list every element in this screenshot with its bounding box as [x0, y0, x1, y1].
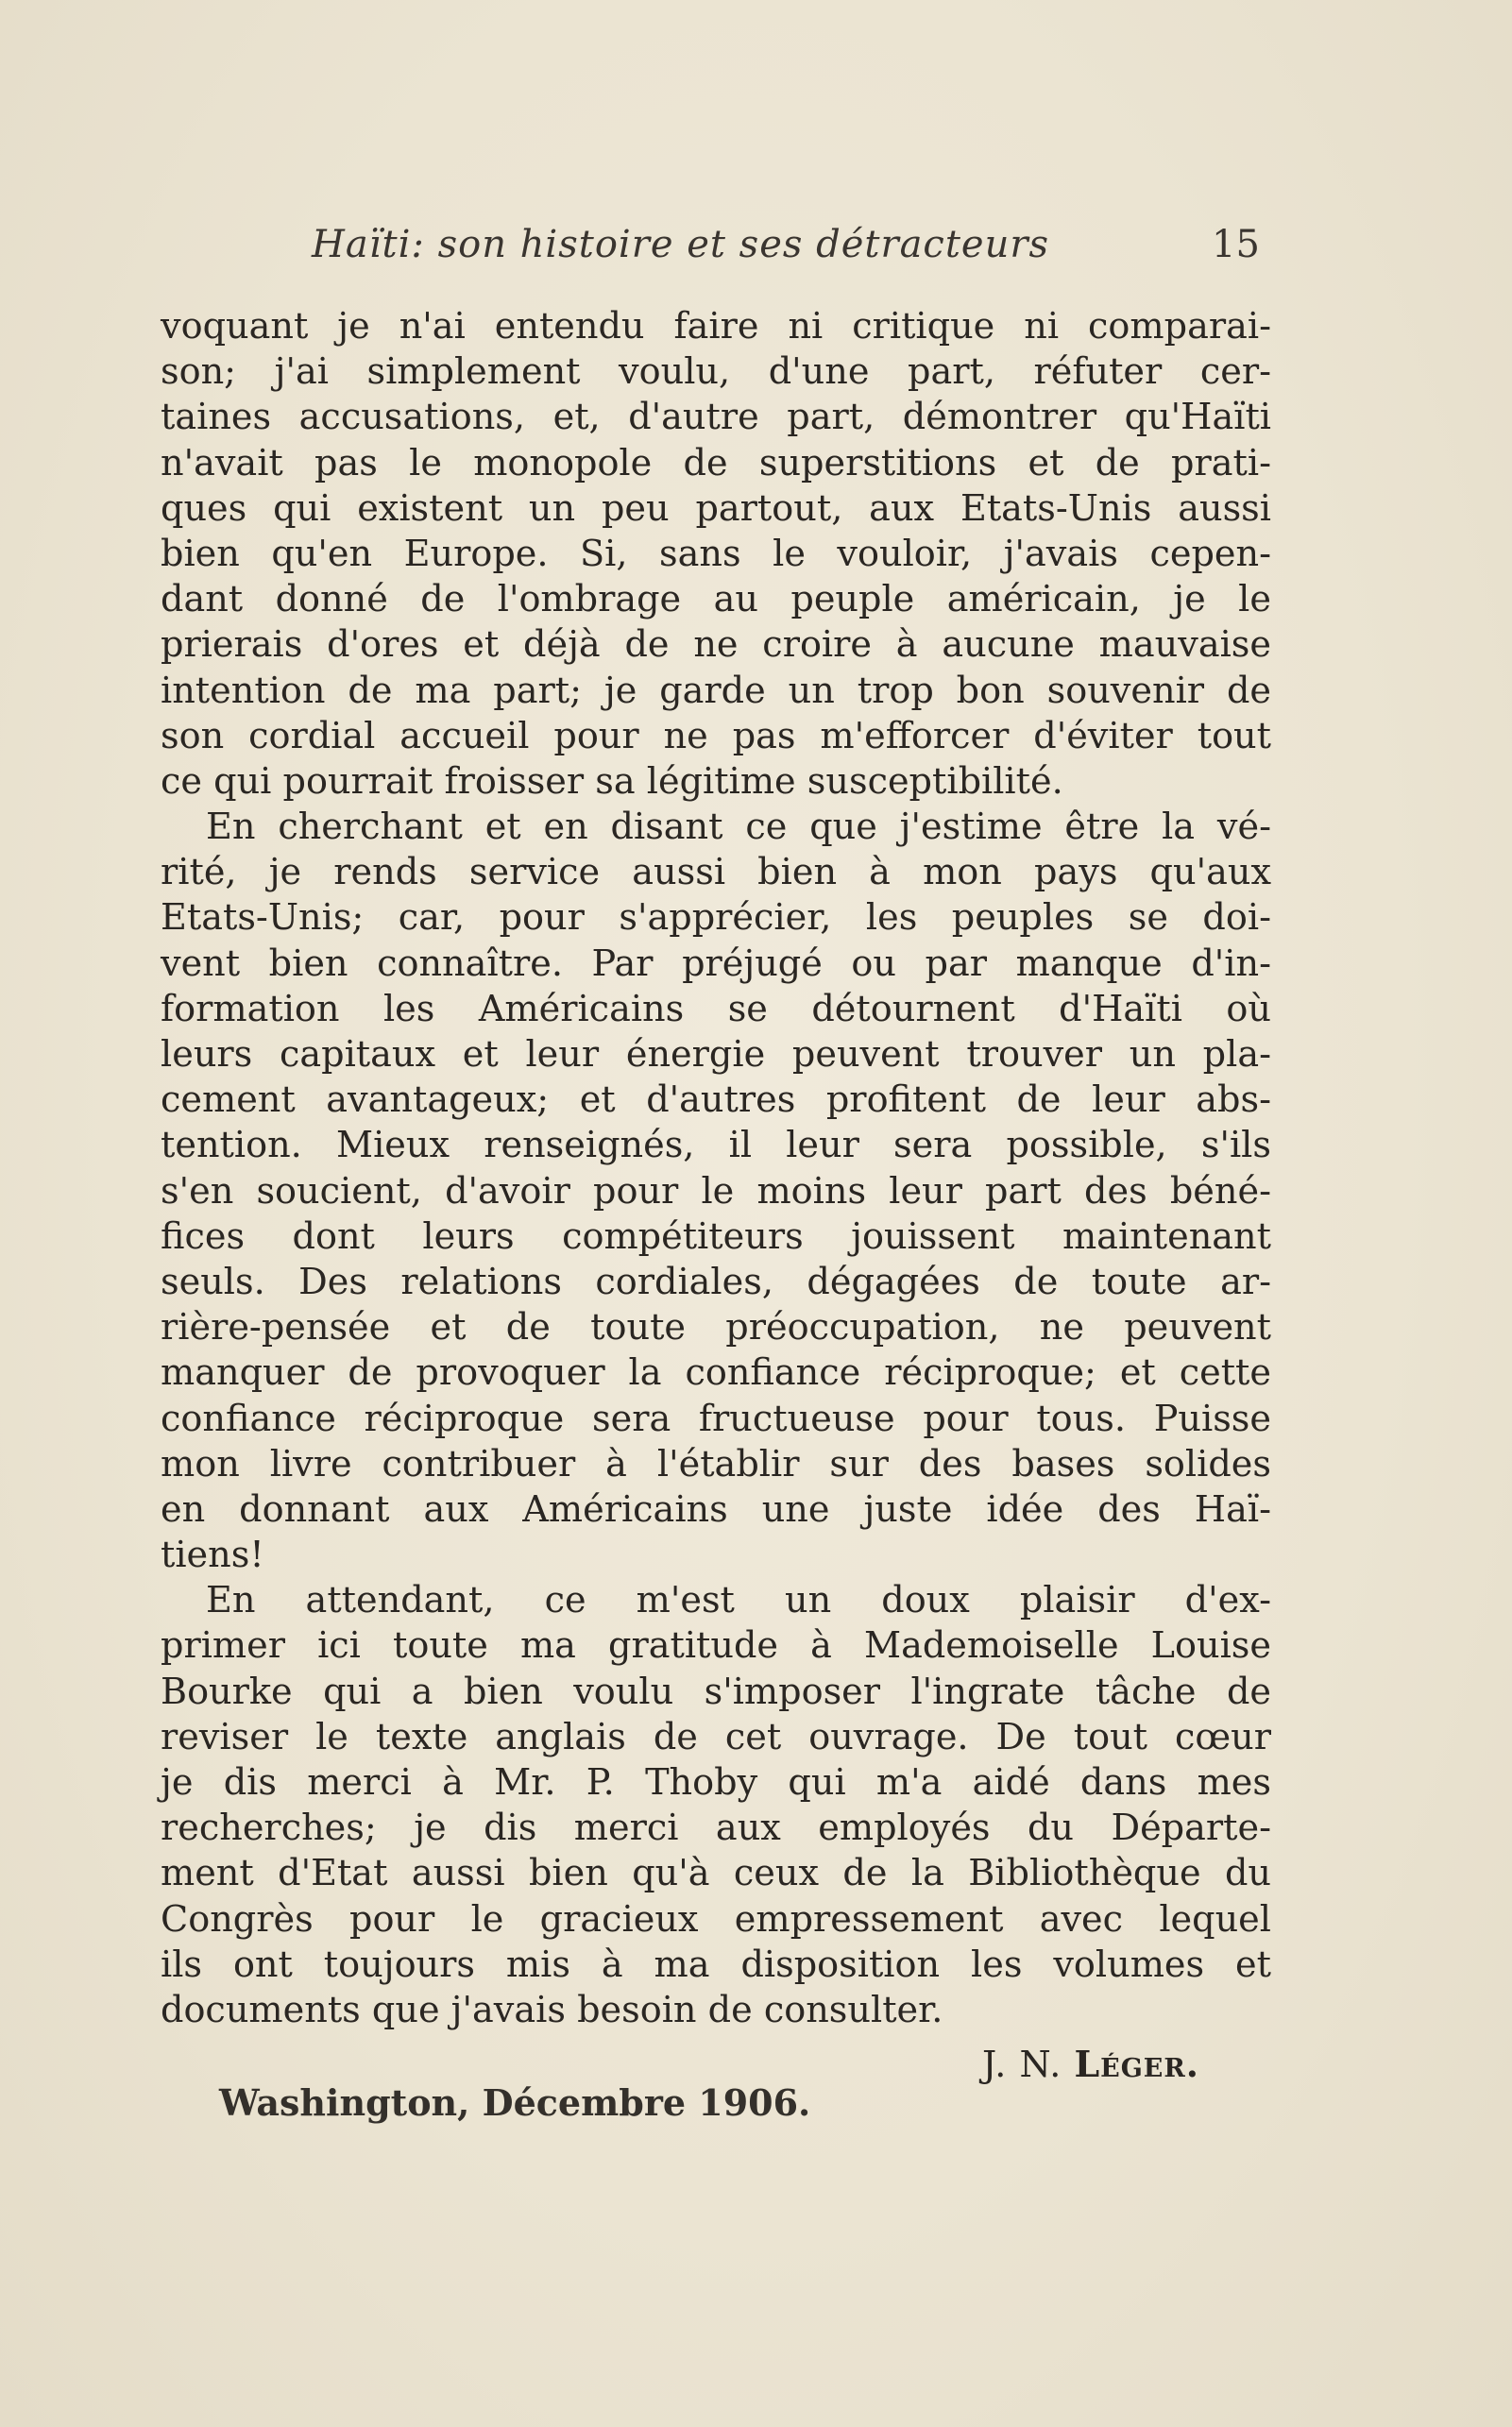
text-line: en donnant aux Américains une juste idée des Haï- — [161, 1488, 1271, 1531]
text-line: ce qui pourrait froisser sa légitime susceptibilité. — [161, 760, 1063, 803]
text-line: mon livre contribuer à l'établir sur des bases solides — [161, 1443, 1271, 1485]
text-line: primer ici toute ma gratitude à Mademoiselle Louise — [161, 1625, 1271, 1668]
text-line: formation les Américains se détournent d'Haïti où — [161, 988, 1271, 1030]
author-signature — [982, 2043, 1199, 2085]
text-line: ment d'Etat aussi bien qu'à ceux de la Bibliothèque du — [161, 1853, 1271, 1895]
text-line: Etats-Unis; car, pour s'apprécier, les peuples se doi- — [161, 897, 1271, 940]
text-line: intention de ma part; je garde un trop bon souvenir de — [161, 670, 1271, 712]
signature-initials: J. N. — [982, 2044, 1062, 2085]
text-line: recherches; je dis merci aux employés du Départe- — [161, 1808, 1271, 1850]
text-line: je dis merci à Mr. P. Thoby qui m'a aidé dans mes — [161, 1762, 1271, 1804]
text-line: taines accusations, et, d'autre part, démontrer qu'Haïti — [161, 397, 1271, 439]
text-line: Bourke qui a bien voulu s'imposer l'ingrate tâche de — [161, 1671, 1271, 1713]
text-line: bien qu'en Europe. Si, sans le vouloir, j'avais cepen- — [161, 533, 1271, 575]
text-line: manquer de provoquer la confiance réciproque; et cette — [161, 1352, 1271, 1395]
text-line: seuls. Des relations cordiales, dégagées de toute ar- — [161, 1261, 1271, 1303]
text-line: rière-pensée et de toute préoccupation, ne peuvent — [161, 1307, 1271, 1349]
dateline: Washington, Décembre 1906. — [219, 2081, 811, 2124]
text-line: confiance réciproque sera fructueuse pour tous. Puisse — [161, 1398, 1271, 1440]
text-line: prierais d'ores et déjà de ne croire à aucune mauvaise — [161, 624, 1271, 667]
text-line: tention. Mieux renseignés, il leur sera possible, s'ils — [161, 1125, 1271, 1167]
running-title: Haïti: son histoire et ses détracteurs — [312, 223, 1049, 266]
page-number: 15 — [1212, 223, 1260, 266]
text-line: En cherchant et en disant ce que j'estime être la vé- — [206, 806, 1271, 849]
text-line: Congrès pour le gracieux empressement avec lequel — [161, 1898, 1271, 1941]
body-text — [161, 304, 1271, 2033]
text-line: n'avait pas le monopole de superstitions et de prati- — [161, 442, 1271, 484]
text-line: s'en soucient, d'avoir pour le moins leur part des béné- — [161, 1170, 1271, 1213]
text-line: son; j'ai simplement voulu, d'une part, réfuter cer- — [161, 351, 1271, 394]
text-line: rité, je rends service aussi bien à mon pays qu'aux — [161, 852, 1271, 894]
text-line: ques qui existent un peu partout, aux Etats-Unis aussi — [161, 487, 1271, 530]
text-line: En attendant, ce m'est un doux plaisir d'ex- — [206, 1580, 1271, 1622]
text-line: cement avantageux; et d'autres profitent de leur abs- — [161, 1079, 1271, 1122]
text-line: documents que j'avais besoin de consulter. — [161, 1989, 943, 2031]
text-line: ils ont toujours mis à ma disposition les volumes et — [161, 1943, 1271, 1986]
text-line: leurs capitaux et leur énergie peuvent trouver un pla- — [161, 1034, 1271, 1076]
text-line: dant donné de l'ombrage au peuple américain, je le — [161, 579, 1271, 621]
text-line: tiens! — [161, 1535, 264, 1577]
signature-surname: Léger. — [1074, 2043, 1200, 2085]
text-line: fices dont leurs compétiteurs jouissent maintenant — [161, 1215, 1271, 1258]
text-line: vent bien connaître. Par préjugé ou par manque d'in- — [161, 942, 1271, 985]
text-line: son cordial accueil pour ne pas m'efforcer d'éviter tout — [161, 715, 1271, 757]
text-line: reviser le texte anglais de cet ouvrage. De tout cœur — [161, 1716, 1271, 1758]
text-line: voquant je n'ai entendu faire ni critique ni comparai- — [161, 306, 1271, 348]
